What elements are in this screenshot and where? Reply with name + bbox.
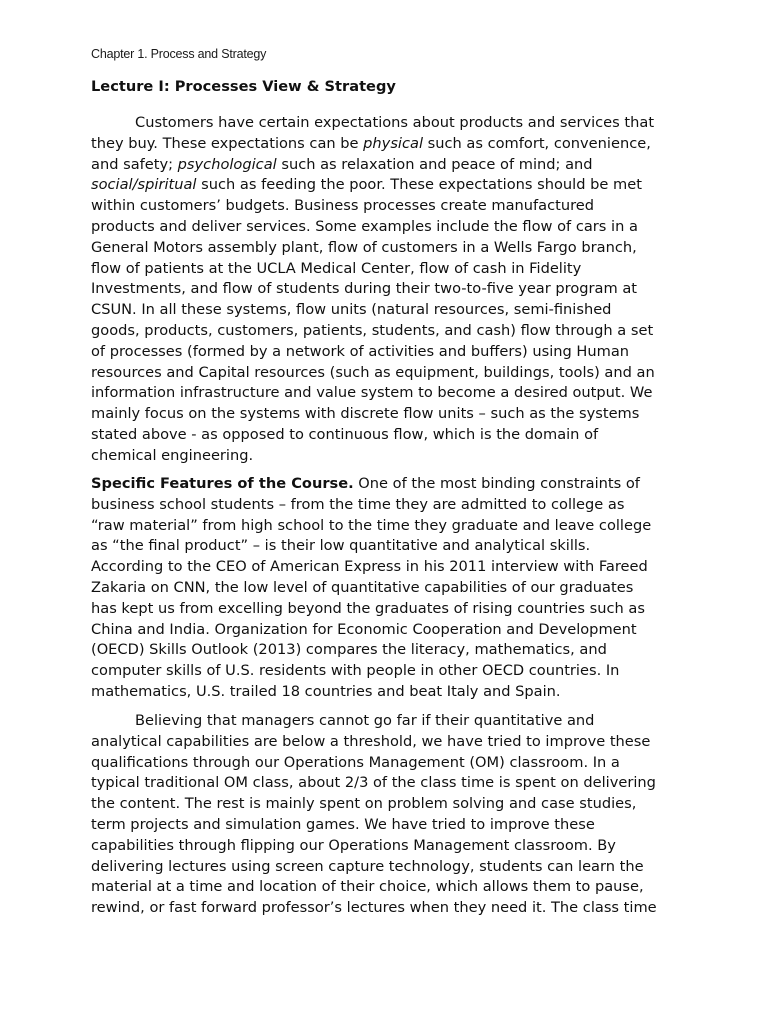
text-line: flow of patients at the UCLA Medical Center, flow of cash in Fidelity xyxy=(91,259,582,277)
text-line: information infrastructure and value system to become a desired output. We xyxy=(91,384,653,402)
text-line: social/spiritual such as feeding the poor. These expectations should be met xyxy=(91,176,642,194)
text-line: Believing that managers cannot go far if their quantitative and xyxy=(135,712,595,729)
text-line: typical traditional OM class, about 2/3 of the class time is spent on delivering xyxy=(91,774,656,792)
text-line: rewind, or fast forward professor’s lectures when they need it. The class time xyxy=(91,899,657,917)
text-line: delivering lectures using screen capture technology, students can learn the xyxy=(91,857,644,875)
lecture-title: Lecture I: Processes View & Strategy xyxy=(91,78,396,95)
text-line: material at a time and location of their choice, which allows them to pause, xyxy=(91,878,644,896)
text-line: qualifications through our Operations Management (OM) classroom. In a xyxy=(91,753,620,771)
text-line: stated above - as opposed to continuous flow, which is the domain of xyxy=(91,425,599,443)
text-line: China and India. Organization for Economic Cooperation and Development xyxy=(91,620,637,638)
text-line: products and deliver services. Some examples include the flow of cars in a xyxy=(91,217,638,235)
text-line: Specific Features of the Course. One of the most binding constraints of xyxy=(91,475,640,492)
section-heading: Specific Features of the Course. xyxy=(91,475,354,492)
text-line: within customers’ budgets. Business processes create manufactured xyxy=(91,197,595,215)
text-line: as “the final product” – is their low quantitative and analytical skills. xyxy=(91,537,591,555)
text-line: resources and Capital resources (such as equipment, buildings, tools) and an xyxy=(91,363,655,381)
text-line: of processes (formed by a network of activities and buffers) using Human xyxy=(91,342,630,360)
text-line: General Motors assembly plant, flow of customers in a Wells Fargo branch, xyxy=(91,238,637,256)
text-line: term projects and simulation games. We have tried to improve these xyxy=(91,815,595,833)
text-line: computer skills of U.S. residents with people in other OECD countries. In xyxy=(91,662,620,680)
text-line: analytical capabilities are below a threshold, we have tried to improve these xyxy=(91,732,651,750)
text-line: “raw material” from high school to the time they graduate and leave college xyxy=(91,516,652,534)
paragraph-intro xyxy=(91,113,691,467)
text-line: capabilities through flipping our Operations Management classroom. By xyxy=(91,836,616,854)
text-line: they buy. These expectations can be physical such as comfort, convenience, xyxy=(91,134,651,152)
running-head: Chapter 1. Process and Strategy xyxy=(91,47,267,61)
text-line: business school students – from the time they are admitted to college as xyxy=(91,495,625,513)
paragraph-course-features xyxy=(91,474,691,703)
text-line: chemical engineering. xyxy=(91,446,254,464)
paragraph-flipped-classroom xyxy=(91,711,691,919)
text-line: According to the CEO of American Express in his 2011 interview with Fareed xyxy=(91,558,648,576)
text-line: has kept us from excelling beyond the graduates of rising countries such as xyxy=(91,599,645,617)
text-line: mathematics, U.S. trailed 18 countries and beat Italy and Spain. xyxy=(91,682,561,700)
text-line: (OECD) Skills Outlook (2013) compares the literacy, mathematics, and xyxy=(91,641,607,659)
text-line: mainly focus on the systems with discrete flow units – such as the systems xyxy=(91,405,640,423)
text-line: Investments, and flow of students during their two-to-five year program at xyxy=(91,280,637,298)
emphasis-social-spiritual: social/spiritual xyxy=(91,176,197,194)
text-line: CSUN. In all these systems, flow units (natural resources, semi-finished xyxy=(91,301,612,319)
text-line: the content. The rest is mainly spent on problem solving and case studies, xyxy=(91,795,637,813)
text-line: goods, products, customers, patients, students, and cash) flow through a set xyxy=(91,321,654,339)
emphasis-physical: physical xyxy=(363,134,424,152)
emphasis-psychological: psychological xyxy=(177,155,277,173)
text-line: and safety; psychological such as relaxation and peace of mind; and xyxy=(91,155,593,173)
text-line: Customers have certain expectations about products and services that xyxy=(135,114,655,131)
text-line: Zakaria on CNN, the low level of quantitative capabilities of our graduates xyxy=(91,578,634,596)
